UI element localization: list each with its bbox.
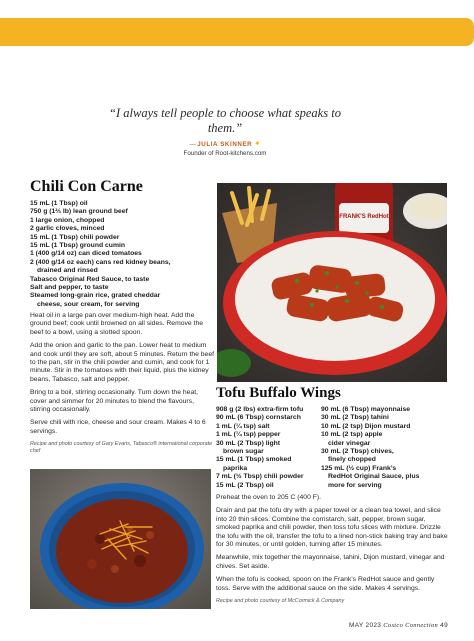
chili-ingredient-list: [30, 200, 215, 309]
ingredient: 1 (400 g/14 oz) can diced tomatoes: [30, 250, 142, 258]
ingredient: drained and rinsed: [37, 267, 98, 275]
ingredient: paprika: [223, 464, 248, 472]
pull-quote: “I always tell people to choose what speaks to them.”: [109, 106, 341, 135]
star-icon: ✦: [253, 139, 261, 148]
recipe-title-chili: Chili Con Carne: [30, 178, 143, 195]
method-step: Bring to a boil, stirring occasionally. Turn down the heat, cover and simmer for 20 minutes to blend the flavours, stirring occasionally.: [30, 389, 198, 414]
ingredient: 1 mL (¼ tsp) salt: [216, 422, 270, 430]
ingredient: finely chopped: [328, 456, 376, 464]
ingredient: 30 mL (2 Tbsp) light: [216, 439, 281, 447]
method-step: Meanwhile, mix together the mayonnaise, tahini, Dijon mustard, vinegar and chives. Set aside.: [216, 554, 445, 570]
chili-photo: [30, 469, 211, 609]
recipe-credit: Recipe and photo courtesy of Gary Evans, Tabasco® international corporate chef: [30, 441, 213, 455]
method-step: When the tofu is cooked, spoon on the Frank’s RedHot sauce and gently toss. Serve with the additional sauce on the side. Makes 4 servings.: [216, 576, 435, 592]
recipe-title-tofu: Tofu Buffalo Wings: [216, 385, 341, 401]
ingredient: 30 mL (2 Tbsp) tahini: [321, 414, 389, 422]
ingredient: Tabasco Original Red Sauce, to taste: [30, 275, 150, 283]
ingredient: 90 mL (6 Tbsp) cornstarch: [216, 414, 301, 422]
ingredient: 15 mL (2 Tbsp) oil: [216, 481, 274, 489]
tofu-ingredient-list-right: [321, 406, 449, 490]
ingredient: Steamed long-grain rice, grated cheddar: [30, 292, 161, 300]
ingredient: 908 g (2 lbs) extra-firm tofu: [216, 406, 304, 413]
ingredient: 750 g (1⅔ lb) lean ground beef: [30, 208, 128, 216]
tofu-method: [216, 494, 448, 605]
quote-attribution: [100, 139, 350, 158]
ingredient: brown sugar: [223, 448, 264, 456]
ingredient: more for serving: [328, 481, 382, 489]
ingredient: Salt and pepper, to taste: [30, 284, 109, 292]
magazine-name: Costco Connection: [383, 622, 439, 629]
ingredient: 15 mL (1 Tbsp) chili powder: [30, 233, 120, 241]
ingredient: 90 mL (6 Tbsp) mayonnaise: [321, 406, 411, 413]
method-step: Add the onion and garlic to the pan. Lower heat to medium and cook until they are soft, about 5 minutes. Return the beef to the pan, stir in the chili powder and cumin, and cook for 1 minute. Stir in the tomatoes with their liquid, plus the kidney beans, Tabasco, salt and pepper.: [30, 342, 215, 383]
ingredient: 15 mL (1 Tbsp) ground cumin: [30, 242, 126, 250]
ingredient: 1 large onion, chopped: [30, 216, 105, 224]
ingredient: 15 mL (1 Tbsp) smoked: [216, 456, 292, 464]
ingredient: RedHot Original Sauce, plus: [328, 473, 420, 481]
method-step: Heat oil in a large pan over medium-high heat. Add the ground beef; cook until browned on all sides. Remove the beef to a bowl, using a slotted spoon.: [30, 312, 204, 336]
ingredient: 10 mL (2 tsp) Dijon mustard: [321, 422, 411, 430]
chili-method: [30, 312, 214, 455]
ingredient: cider vinegar: [328, 439, 371, 447]
method-step: Drain and pat the tofu dry with a paper towel or a clean tea towel, and slice into 20 thin slices. Combine the cornstarch, salt, pepper, brown sugar, smoked paprika and chili powder, then toss tofu slices with mixture. Drizzle the tofu with the oil, transfer the tofu to a lined non-stick baking tray and bake for 30 minutes, or until golden, turning after 15 minutes.: [216, 507, 448, 549]
quote-author-title: Founder of Root-kitchens.com: [183, 150, 267, 157]
ingredient: 2 (400 g/14 oz each) cans red kidney beans,: [30, 258, 171, 266]
method-step: Preheat the oven to 205 C (400 F).: [216, 494, 322, 501]
bottle-label: FRANK'S RedHot: [339, 214, 389, 220]
page-number: 49: [440, 622, 448, 629]
ingredient: 125 mL (½ cup) Frank’s: [321, 464, 397, 472]
method-step: Serve chili with rice, cheese and sour cream. Makes 4 to 6 servings.: [30, 419, 206, 435]
ingredient: 1 mL (¼ tsp) pepper: [216, 431, 281, 439]
issue-date: MAY 2023: [349, 622, 382, 629]
ingredient: 2 garlic cloves, minced: [30, 225, 105, 233]
accent-band: [0, 18, 474, 46]
tofu-wings-illustration: [217, 183, 447, 382]
tofu-ingredient-list-left: [216, 406, 321, 490]
quote-author: JULIA SKINNER: [197, 141, 253, 148]
tofu-wings-photo: [217, 183, 447, 382]
ingredient: 15 mL (1 Tbsp) oil: [30, 200, 88, 207]
chili-bowl-illustration: [30, 469, 211, 609]
page-footer: [349, 622, 448, 629]
ingredient: 7 mL (½ Tbsp) chili powder: [216, 473, 304, 481]
recipe-credit: Recipe and photo courtesy of McCormick & Company: [216, 598, 345, 605]
ingredient: cheese, sour cream, for serving: [37, 300, 140, 308]
ingredient: 30 mL (2 Tbsp) chives,: [321, 448, 394, 456]
dash-glyph: —: [189, 141, 198, 148]
ingredient: 10 mL (2 tsp) apple: [321, 431, 383, 439]
